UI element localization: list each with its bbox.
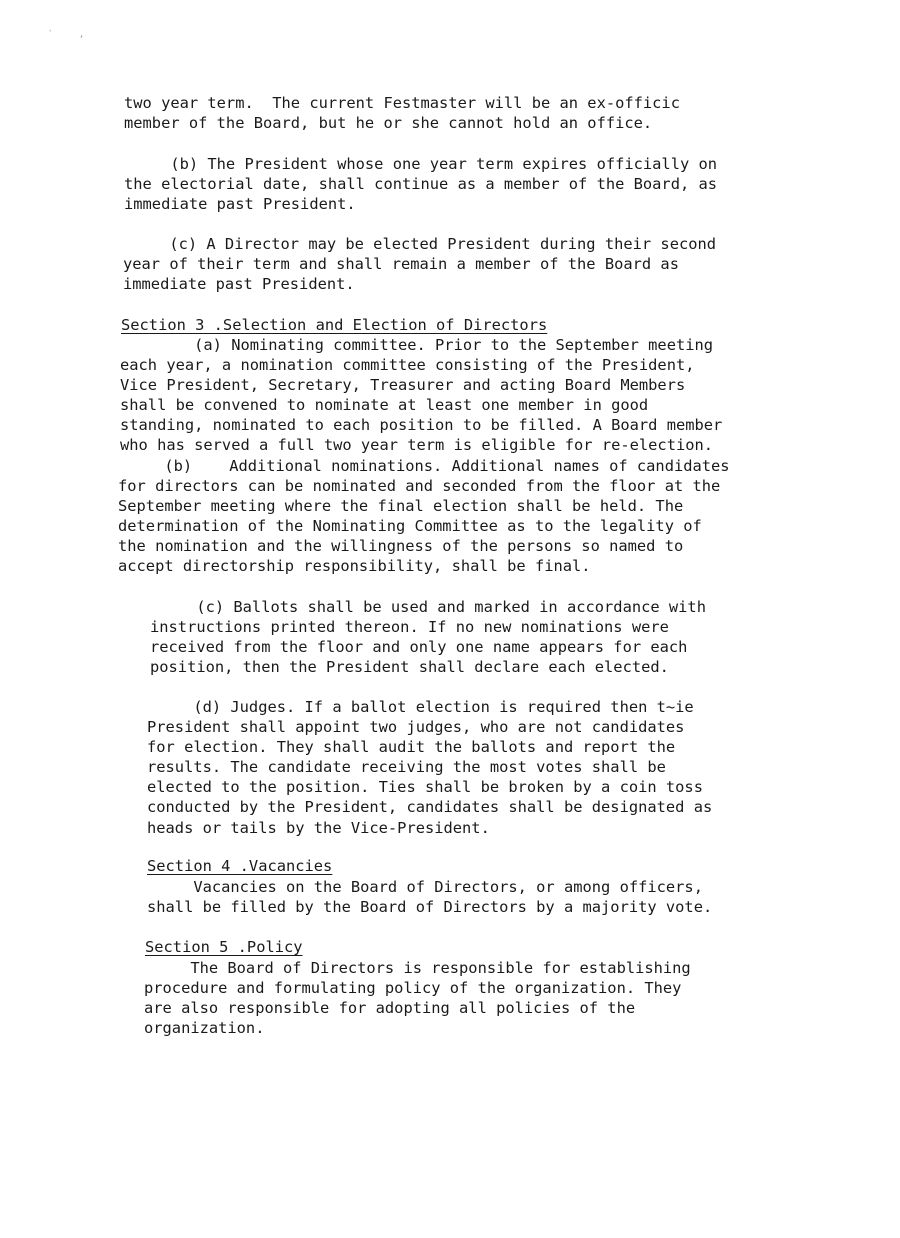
section-3-heading: Section 3 .Selection and Election of Directors	[121, 316, 548, 334]
scan-artifact-mark: ` ,	[48, 30, 95, 40]
paragraph-c-director: (c) A Director may be elected President during their second year of their term and shall remain a member of the Board as immediate past President.	[123, 235, 717, 294]
section-5-heading: Section 5 .Policy	[145, 938, 303, 956]
section-3-paragraph-d: (d) Judges. If a ballot election is required then t~ie President shall appoint two judges, who are not candidates for election. They shall audit the ballots and report the results. The candidate receiving the most votes shall be elected to the position. Ties shall be broken by a coin toss conducted by the President, candidates shall be designated as heads or tails by the Vice-President.	[147, 698, 713, 837]
section-3-paragraph-c: (c) Ballots shall be used and marked in accordance with instructions printed thereon. If no new nominations were received from the floor and only one name appears for each position, then the President shall declare each elected.	[150, 598, 706, 677]
section-3-paragraph-b: (b) Additional nominations. Additional names of candidates for directors can be nominated and seconded from the floor at the September meeting where the final election shall be held. The determination of the Nominating Committee as to the legality of the nomination and the willingness of the persons so named to accept directorship responsibility, shall be final.	[118, 457, 730, 576]
section-4-body: Vacancies on the Board of Directors, or among officers, shall be filled by the Board of Directors by a majority vote.	[147, 878, 713, 917]
paragraph-b-president: (b) The President whose one year term expires officially on the electorial date, shall continue as a member of the Board, as immediate past President.	[124, 155, 718, 214]
section-4-heading: Section 4 .Vacancies	[147, 857, 333, 875]
section-3-paragraph-a: (a) Nominating committee. Prior to the September meeting each year, a nomination committee consisting of the President, Vice President, Secretary, Treasurer and acting Board Members shall be convened to nominate at least one member in good standing, nominated to each position to be filled. A Board member who has served a full two year term is eligible for re-election.	[120, 336, 723, 455]
intro-paragraph: two year term. The current Festmaster will be an ex-officic member of the Board, but he or she cannot hold an office.	[124, 94, 680, 133]
section-5-body: The Board of Directors is responsible for establishing procedure and formulating policy of the organization. They are also responsible for adopting all policies of the organization.	[144, 959, 691, 1038]
